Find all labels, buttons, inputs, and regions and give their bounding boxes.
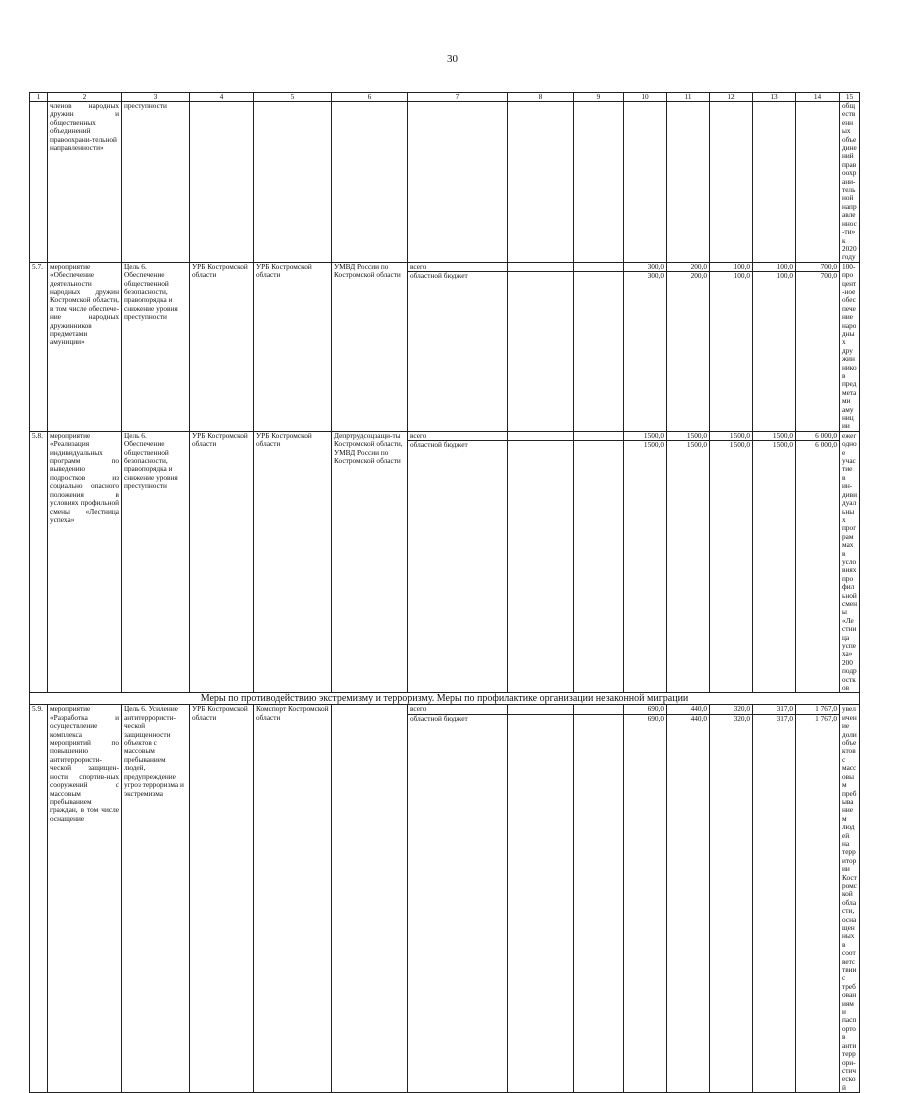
col-number: 12 <box>710 93 753 102</box>
value-cell: 100,0 100,0 <box>753 262 796 431</box>
value-cell: 1500,0 1500,0 <box>710 431 753 693</box>
value-cell: 1500,0 1500,0 <box>667 431 710 693</box>
funding-source-cell: всего областной бюджет <box>408 262 508 431</box>
col-number: 8 <box>508 93 574 102</box>
row-number: 5.8. <box>30 431 48 693</box>
column-numbers-row <box>30 93 860 102</box>
coexecutor-cell: Депртрудсоцзащи-ты Костромской области, УМВД России по Костромской области <box>332 431 408 693</box>
col-number: 7 <box>408 93 508 102</box>
total-cell: 700,0 700,0 <box>796 262 840 431</box>
col-number: 1 <box>30 93 48 102</box>
value-cell: 1500,0 1500,0 <box>624 431 667 693</box>
col-number: 11 <box>667 93 710 102</box>
goal-cell: преступности <box>122 102 190 263</box>
result-cell: 100-процент-ное обеспечение народных дружинников предметами амуниции <box>840 262 860 431</box>
measure-name-cell: мероприятие «Реализация индивидуальных программ по выведению подростков из социально опасного положения в условиях профильной смены «Лестница успеха» <box>48 431 122 693</box>
row-number: 5.9. <box>30 705 48 1093</box>
goal-cell: Цель 6. Усиление антитеррористи-ческой защищенности объектов с массовым пребыванием людей, предупреждение угроз терроризма и экстремизма <box>122 705 190 1093</box>
funding-source-cell: всего областной бюджет <box>408 431 508 693</box>
responsible-cell: УРБ Костромской области <box>190 705 254 1093</box>
col-number: 10 <box>624 93 667 102</box>
page-number: 30 <box>447 53 458 65</box>
goal-cell: Цель 6. Обеспечение общественной безопасности, правопорядка и снижение уровня преступности <box>122 431 190 693</box>
coexecutor-cell <box>332 705 408 1093</box>
col-number: 6 <box>332 93 408 102</box>
col-number: 5 <box>254 93 332 102</box>
value-cell: 317,0 317,0 <box>753 705 796 1093</box>
goal-cell: Цель 6. Обеспечение общественной безопасности, правопорядка и снижение уровня преступности <box>122 262 190 431</box>
value-cell: 100,0 100,0 <box>710 262 753 431</box>
row-number: 5.7. <box>30 262 48 431</box>
responsible-cell: УРБ Костромской области <box>190 262 254 431</box>
col-number: 4 <box>190 93 254 102</box>
value-cell: 690,0 690,0 <box>624 705 667 1093</box>
executor-cell: УРБ Костромской области <box>254 431 332 693</box>
measure-name-cell: членов народных дружин и общественных объединений правоохрани-тельной направленности» <box>48 102 122 263</box>
table-row-continued <box>30 102 860 263</box>
measure-name-cell: мероприятие «Разработка и осуществление комплекса мероприятий по повышению антитеррористи-ческой защищен-ности спортив-ных сооружений с массовым пребыванием граждан, в том числе оснащение <box>48 705 122 1093</box>
col-number: 3 <box>122 93 190 102</box>
total-cell: 1 767,0 1 767,0 <box>796 705 840 1093</box>
table-row <box>30 705 860 1093</box>
table-row <box>30 262 860 431</box>
measures-table <box>29 92 860 1093</box>
responsible-cell: УРБ Костромской области <box>190 431 254 693</box>
value-cell: 200,0 200,0 <box>667 262 710 431</box>
total-cell: 6 000,0 6 000,0 <box>796 431 840 693</box>
executor-cell: Комспорт Костромской области <box>254 705 332 1093</box>
measure-name-cell: мероприятие «Обеспечение деятельности народных дружин Костромской области, в том числе обеспече-ние народных дружинников предметами амуниции» <box>48 262 122 431</box>
col-number: 2 <box>48 93 122 102</box>
funding-source-cell: всего областной бюджет <box>408 705 508 1093</box>
col-number: 13 <box>753 93 796 102</box>
executor-cell: УРБ Костромской области <box>254 262 332 431</box>
col-number: 9 <box>574 93 624 102</box>
section-heading: Меры по противодействию экстремизму и терроризму. Меры по профилактике организации незаконной миграции <box>30 693 860 705</box>
table-row <box>30 431 860 693</box>
col-number: 15 <box>840 93 860 102</box>
section-heading-row <box>30 693 860 705</box>
result-cell: общественных объединений правоохрани-тельной направленнос-ти» к 2020 году <box>840 102 860 263</box>
value-cell: 300,0 300,0 <box>624 262 667 431</box>
coexecutor-cell: УМВД России по Костромской области <box>332 262 408 431</box>
result-cell: ежегодное участие в ин-дивидуальных программах в условиях профильной смены «Лестница успеха» 200 подростков <box>840 431 860 693</box>
result-cell: увеличение доли объектов с массовым пребыванием людей на территории Костромской области, оснащенных в соответствии с требованиями паспортов антитеррори-стической <box>840 705 860 1093</box>
value-cell: 320,0 320,0 <box>710 705 753 1093</box>
value-cell: 1500,0 1500,0 <box>753 431 796 693</box>
value-cell: 440,0 440,0 <box>667 705 710 1093</box>
col-number: 14 <box>796 93 840 102</box>
